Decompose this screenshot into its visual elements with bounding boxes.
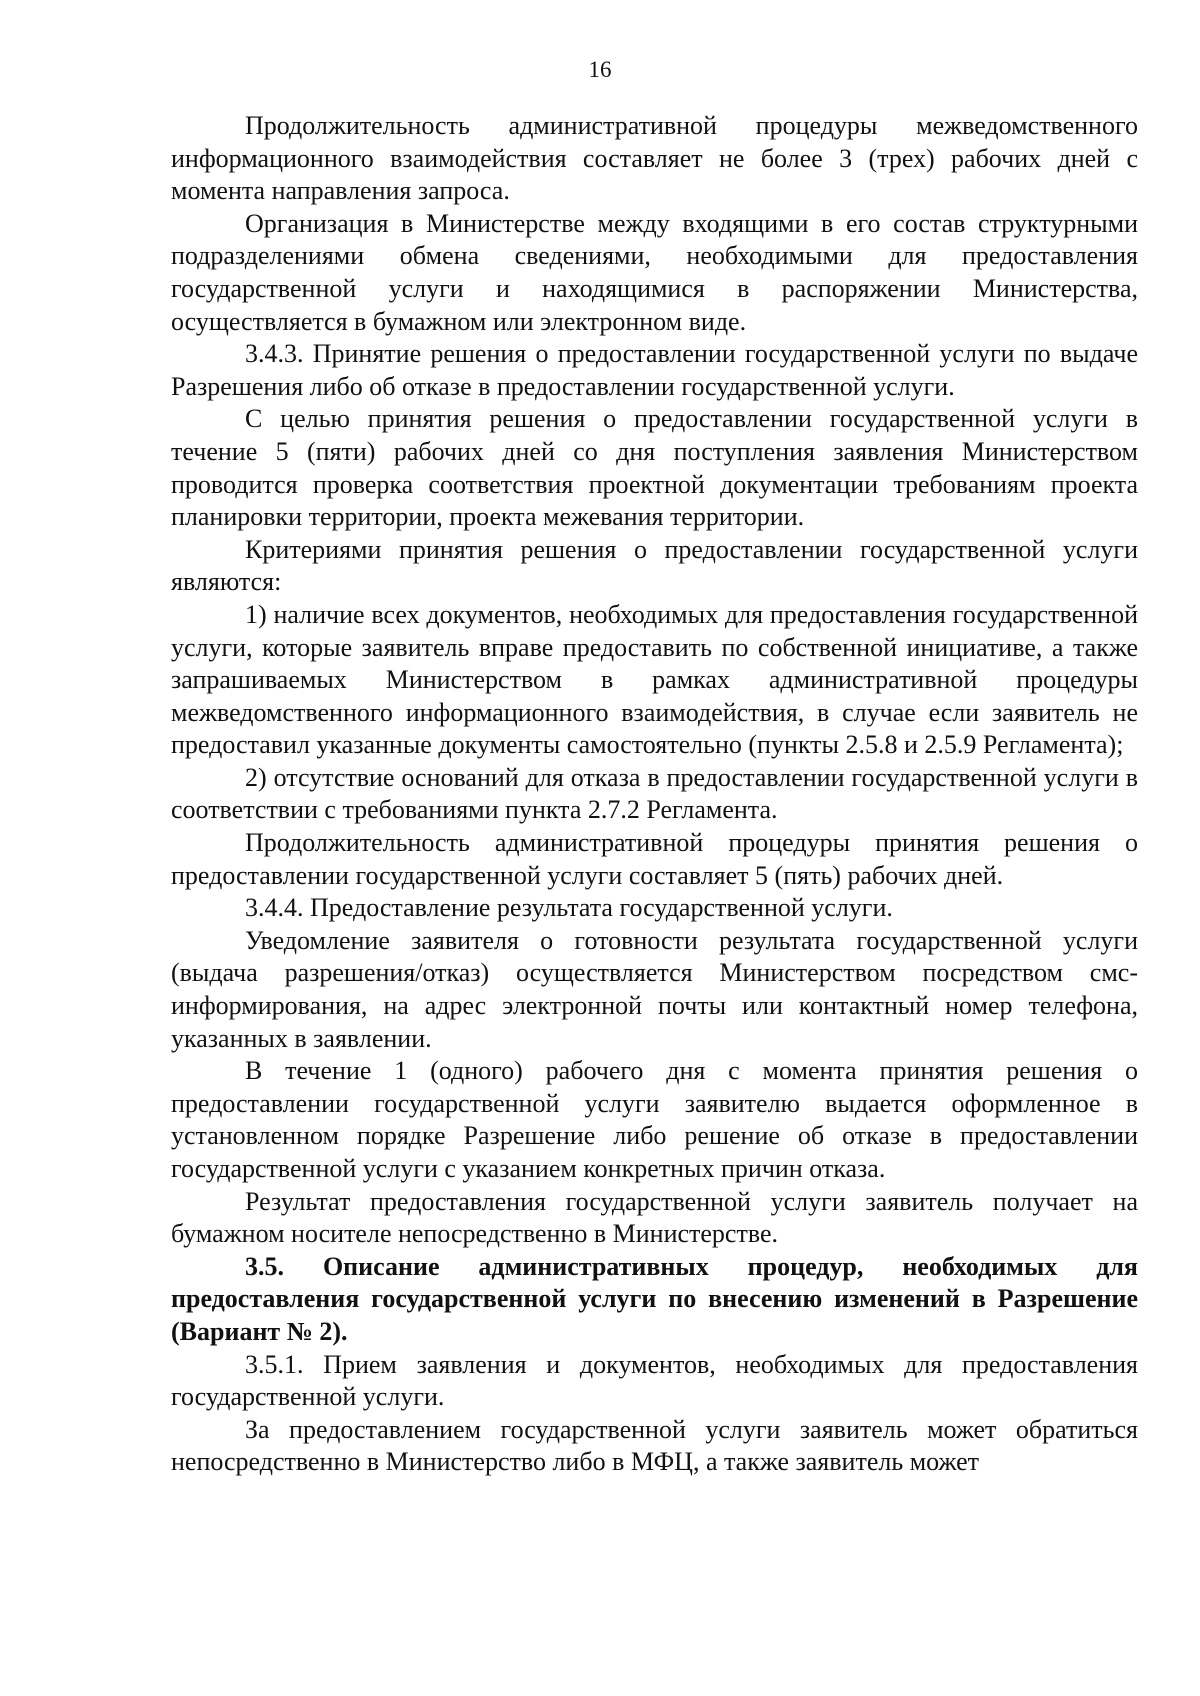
paragraph-criterion-1: 1) наличие всех документов, необходимых для предоставления государственной услуги, которые заявитель вправе предоставить по собственной инициативе, а также запрашиваемых Министерством в рамках административной процедуры межведомственного информационного взаимодействия, в случае если заявитель не предоставил указанные документы самостоятельно (пункты 2.5.8 и 2.5.9 Регламента); bbox=[171, 599, 1138, 760]
paragraph-procedure-duration: Продолжительность административной процедуры межведомственного информационного взаимодействия составляет не более 3 (трех) рабочих дней с момента направления запроса. bbox=[171, 111, 1138, 206]
page-content bbox=[171, 110, 1138, 1479]
paragraph-decision-duration: Продолжительность административной процедуры принятия решения о предоставлении государственной услуги составляет 5 (пять) рабочих дней. bbox=[171, 828, 1138, 890]
paragraph-issuance: В течение 1 (одного) рабочего дня с момента принятия решения о предоставлении государственной услуги заявителю выдается оформленное в установленном порядке Разрешение либо решение об отказе в предоставлении государственной услуги с указанием конкретных причин отказа. bbox=[171, 1056, 1138, 1183]
paragraph-applicant-contact: За предоставлением государственной услуги заявитель может обратиться непосредственно в Министерство либо в МФЦ, а также заявитель может bbox=[171, 1414, 1138, 1477]
paragraph-decision-check: С целью принятия решения о предоставлении государственной услуги в течение 5 (пяти) рабочих дней со дня поступления заявления Министерством проводится проверка соответствия проектной документации требованиям проекта планировки территории, проекта межевания территории. bbox=[171, 404, 1138, 532]
paragraph-section-3-5-1: 3.5.1. Прием заявления и документов, необходимых для предоставления государственной услуги. bbox=[171, 1349, 1138, 1412]
paragraph-notification: Уведомление заявителя о готовности результата государственной услуги (выдача разрешения/отказ) осуществляется Министерством посредством смс-информирования, на адрес электронной почты или контактный номер телефона, указанных в заявлении. bbox=[171, 925, 1138, 1053]
paragraph-internal-exchange: Организация в Министерстве между входящими в его состав структурными подразделениями обмена сведениями, необходимыми для предоставления государственной услуги и находящимися в распоряжении Министерства, осуществляется в бумажном или электронном виде. bbox=[171, 208, 1138, 336]
paragraph-result-paper: Результат предоставления государственной услуги заявитель получает на бумажном носителе непосредственно в Министерстве. bbox=[171, 1186, 1138, 1249]
page-number: 16 bbox=[588, 57, 612, 82]
paragraph-section-3-4-3: 3.4.3. Принятие решения о предоставлении государственной услуги по выдаче Разрешения либо об отказе в предоставлении государственной услуги. bbox=[171, 339, 1138, 401]
heading-section-3-5: 3.5. Описание административных процедур, необходимых для предоставления государственной услуги по внесению изменений в Разрешение (Вариант № 2). bbox=[171, 1251, 1138, 1346]
paragraph-criterion-2: 2) отсутствие оснований для отказа в предоставлении государственной услуги в соответствии с требованиями пункта 2.7.2 Регламента. bbox=[171, 762, 1138, 825]
paragraph-criteria-intro: Критериями принятия решения о предоставлении государственной услуги являются: bbox=[171, 534, 1138, 597]
paragraph-section-3-4-4: 3.4.4. Предоставление результата государственной услуги. bbox=[245, 893, 893, 923]
